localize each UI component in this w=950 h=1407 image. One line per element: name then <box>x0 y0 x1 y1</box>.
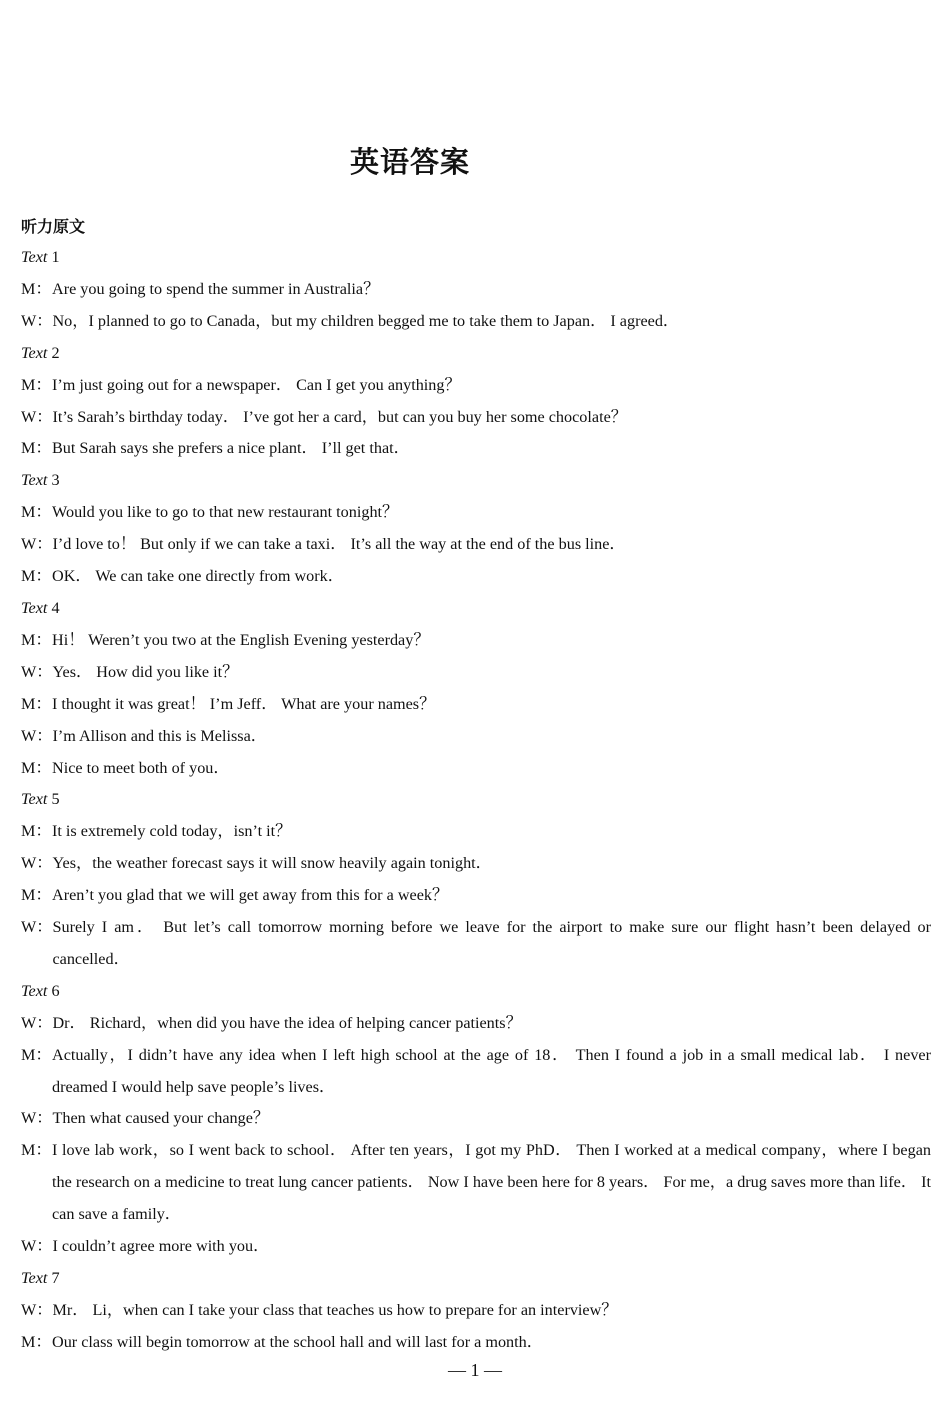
dialogue-text: Nice to meet both of you． <box>52 758 230 777</box>
speaker-label: M： <box>21 630 52 649</box>
dialogue-text: Yes，the weather forecast says it will snow heavily again tonight． <box>52 854 492 873</box>
text-label-word: Text <box>21 1269 48 1287</box>
section-heading: 听力原文 <box>21 217 86 236</box>
dialogue-line <box>21 1040 931 1104</box>
speaker-label: M： <box>21 694 52 713</box>
speaker-label: W： <box>21 918 53 937</box>
text-block <box>21 465 931 593</box>
text-label-number: 6 <box>51 981 60 1000</box>
dialogue-text: Are you going to spend the summer in Australia？ <box>52 279 380 298</box>
dialogue-line <box>21 529 931 561</box>
text-block <box>21 1263 931 1359</box>
text-label-word: Text <box>21 981 48 1000</box>
dialogue-text: Our class will begin tomorrow at the school hall and will last for a month． <box>52 1332 543 1351</box>
speaker-label: W： <box>21 311 53 330</box>
speaker-label: M： <box>21 279 52 298</box>
text-block <box>21 242 931 338</box>
text-label <box>21 784 931 816</box>
text-block <box>21 976 931 1263</box>
speaker-label: W： <box>21 1300 53 1319</box>
dialogue-line <box>21 1135 931 1231</box>
dialogue-line <box>21 274 931 306</box>
dialogue-text: Mr． Li，when can I take your class that teaches us how to prepare for an interview？ <box>52 1300 618 1319</box>
text-block <box>21 784 931 975</box>
dialogue-line <box>21 880 931 912</box>
speaker-label: M： <box>21 758 52 777</box>
speaker-label: M： <box>21 1045 52 1064</box>
speaker-label: M： <box>21 567 52 586</box>
dialogue-text: It’s Sarah’s birthday today． I’ve got her a card，but can you buy her some chocolate？ <box>52 407 627 426</box>
speaker-label: W： <box>21 535 53 554</box>
dialogue-text: Hi！ Weren’t you two at the English Evening yesterday？ <box>52 630 430 649</box>
speaker-label: W： <box>21 662 53 681</box>
text-label-word: Text <box>21 471 48 490</box>
text-label <box>21 242 931 274</box>
dialogue-text: I’m just going out for a newspaper． Can I get you anything？ <box>52 375 461 394</box>
dialogue-text: Surely I am． But let’s call tomorrow morning before we leave for the airport to make sure our flight hasn’t been delayed or cancelled． <box>52 918 931 968</box>
dialogue-text: Dr． Richard，when did you have the idea of helping cancer patients？ <box>52 1013 522 1032</box>
speaker-label: M： <box>21 1141 52 1160</box>
text-label-word: Text <box>21 790 48 809</box>
dialogue-line <box>21 848 931 880</box>
text-list <box>21 242 931 1359</box>
dialogue-line <box>21 753 931 785</box>
dialogue-line <box>21 625 931 657</box>
page-number: — 1 — <box>448 1360 502 1380</box>
text-block <box>21 593 931 784</box>
text-label-number: 4 <box>51 598 60 617</box>
speaker-label: W： <box>21 1237 53 1256</box>
text-label <box>21 465 931 497</box>
dialogue-line <box>21 370 931 402</box>
dialogue-line <box>21 1231 931 1263</box>
text-label-number: 3 <box>51 471 60 490</box>
dialogue-text: Aren’t you glad that we will get away from this for a week？ <box>52 886 449 905</box>
text-block <box>21 338 931 466</box>
dialogue-text: I’m Allison and this is Melissa． <box>52 726 267 745</box>
dialogue-line <box>21 689 931 721</box>
dialogue-text: I’d love to！ But only if we can take a taxi． It’s all the way at the end of the bus line． <box>52 535 626 554</box>
dialogue-text: Then what caused your change？ <box>52 1109 270 1128</box>
speaker-label: W： <box>21 854 53 873</box>
speaker-label: M： <box>21 375 52 394</box>
dialogue-line <box>21 912 931 976</box>
text-label-word: Text <box>21 248 48 266</box>
dialogue-text: It is extremely cold today，isn’t it？ <box>52 822 292 841</box>
text-label <box>21 338 931 370</box>
dialogue-line <box>21 1295 931 1327</box>
speaker-label: M： <box>21 1332 52 1351</box>
text-label-number: 7 <box>51 1269 60 1287</box>
dialogue-line <box>21 561 931 593</box>
dialogue-line <box>21 1103 931 1135</box>
speaker-label: W： <box>21 1109 53 1128</box>
text-label <box>21 976 931 1008</box>
dialogue-line <box>21 721 931 753</box>
dialogue-line <box>21 657 931 689</box>
dialogue-line <box>21 402 931 434</box>
dialogue-line <box>21 497 931 529</box>
dialogue-line <box>21 1008 931 1040</box>
text-label-word: Text <box>21 343 48 362</box>
dialogue-text: No，I planned to go to Canada，but my children begged me to take them to Japan． I agreed． <box>52 311 680 330</box>
dialogue-text: OK． We can take one directly from work． <box>52 567 344 586</box>
dialogue-line <box>21 816 931 848</box>
dialogue-text: Actually，I didn’t have any idea when I left high school at the age of 18． Then I found a job in a small medical lab． I never dreamed I would help save people’s lives． <box>52 1045 931 1096</box>
text-label <box>21 593 931 625</box>
dialogue-text: Yes． How did you like it？ <box>52 662 239 681</box>
dialogue-text: I couldn’t agree more with you． <box>52 1237 270 1256</box>
text-label-number: 1 <box>51 248 60 266</box>
dialogue-text: I love lab work，so I went back to school． After ten years，I got my PhD． Then I worked at a medical company，where I began the research on a medicine to treat lung cancer patients． Now I have been here for 8 years． For me，a drug saves more than life． It can save a family． <box>52 1141 931 1224</box>
speaker-label: M： <box>21 822 52 841</box>
listening-transcript <box>21 212 931 1359</box>
speaker-label: M： <box>21 886 52 905</box>
dialogue-text: But Sarah says she prefers a nice plant． I’ll get that． <box>52 439 410 458</box>
speaker-label: M： <box>21 503 52 522</box>
text-label-number: 5 <box>51 790 60 809</box>
dialogue-line <box>21 306 931 338</box>
text-label-word: Text <box>21 598 48 617</box>
dialogue-line <box>21 433 931 465</box>
speaker-label: M： <box>21 439 52 458</box>
text-label <box>21 1263 931 1295</box>
dialogue-text: I thought it was great！ I’m Jeff． What are your names？ <box>52 694 436 713</box>
speaker-label: W： <box>21 1013 53 1032</box>
speaker-label: W： <box>21 726 53 745</box>
dialogue-line <box>21 1327 931 1359</box>
dialogue-text: Would you like to go to that new restaurant tonight？ <box>52 503 399 522</box>
page-title: 英语答案 <box>349 145 470 179</box>
text-label-number: 2 <box>51 343 60 362</box>
speaker-label: W： <box>21 407 53 426</box>
